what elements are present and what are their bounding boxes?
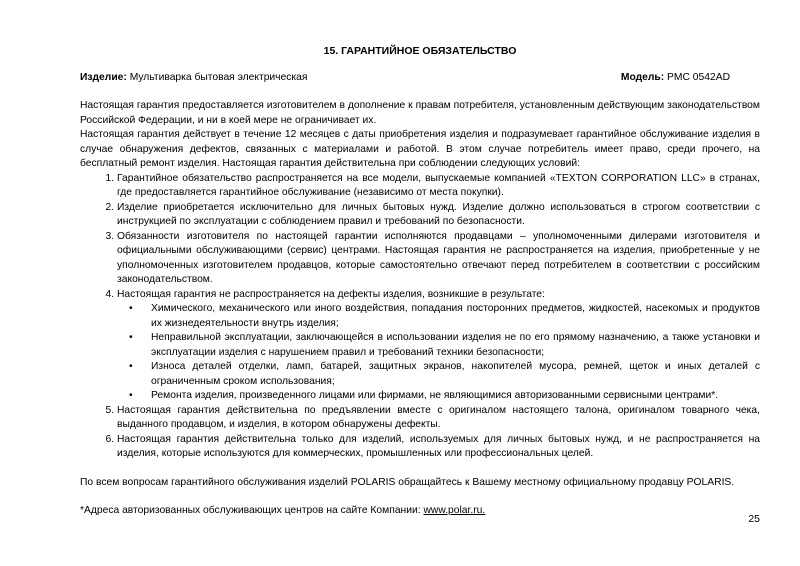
page-number: 25 bbox=[748, 513, 760, 525]
product-name-line bbox=[80, 71, 307, 86]
model-line bbox=[621, 71, 760, 86]
section-title: 15. ГАРАНТИЙНОЕ ОБЯЗАТЕЛЬСТВО bbox=[323, 45, 517, 57]
condition-item: 5. Настоящая гарантия действительна по предъявлении вместе с оригиналом настоящего талона, оригиналом товарного чека, выданного продавцом, и изделия, в котором обнаружены дефекты. bbox=[117, 404, 760, 433]
bullet-icon: • bbox=[129, 332, 133, 343]
bullet-icon: • bbox=[129, 303, 133, 314]
bullet-icon: • bbox=[129, 390, 133, 401]
condition-item: 3. Обязанности изготовителя по настоящей гарантии исполняются продавцами – уполномоченными дилерами изготовителя и официальными обслуживающими (сервис) центрами. Настоящая гарантия не распространяется на изделия, приобретенные у не уполномоченных изготовителем продавцов, которые самостоятельно отвечают перед потребителем в соответствии с российским законодательством. bbox=[117, 230, 760, 288]
condition-item: 1. Гарантийное обязательство распространяется на все модели, выпускаемые компанией «TEXTON CORPORATION LLC» в странах, где предоставляется гарантийное обслуживание (независимо от места покупки). bbox=[117, 172, 760, 201]
footnote bbox=[80, 504, 760, 519]
defects-list bbox=[117, 302, 760, 404]
model-label: Модель: bbox=[620, 71, 665, 83]
intro-paragraph: Настоящая гарантия предоставляется изготовителем в дополнение к правам потребителя, установленным действующим законодательством Российской Федерации, и ни в коей мере не ограничивает их. bbox=[80, 100, 760, 126]
defect-text: Износа деталей отделки, ламп, батарей, защитных экранов, накопителей мусора, ремней, щеток и иных деталей с ограниченным сроком использования; bbox=[151, 361, 760, 387]
product-value: Мультиварка бытовая электрическая bbox=[129, 71, 308, 83]
conditions-list bbox=[80, 172, 760, 462]
condition-item: 6. Настоящая гарантия действительна только для изделий, используемых для личных бытовых нужд, и не распространяется на изделия, которые используются для коммерческих, промышленных или профессиональных целей. bbox=[117, 433, 760, 462]
condition-text: Настоящая гарантия не распространяется на дефекты изделия, возникшие в результате: bbox=[117, 288, 545, 300]
page-content bbox=[80, 44, 760, 519]
defect-text: Химического, механического или иного воздействия, попадания посторонних предметов, жидкостей, насекомых и продуктов их жизнедеятельности внутрь изделия; bbox=[151, 303, 760, 329]
defect-item bbox=[129, 302, 760, 331]
defect-item bbox=[129, 360, 760, 389]
footnote-text: *Адреса авторизованных обслуживающих центров на сайте Компании: bbox=[80, 505, 424, 516]
product-label: Изделие: bbox=[80, 71, 127, 83]
defect-text: Ремонта изделия, произведенного лицами или фирмами, не являющимися авторизованными сервисными центрами*. bbox=[151, 390, 719, 401]
defect-item bbox=[129, 389, 760, 404]
validity-paragraph: Настоящая гарантия действует в течение 12 месяцев с даты приобретения изделия и подразумевает гарантийное обслуживание изделия в случае обнаружения дефектов, связанных с материалами и работой. В этом случае потребитель имеет право, среди прочего, на бесплатный ремонт изделия. Настоящая гарантия действительна при соблюдении следующих условий: bbox=[80, 129, 760, 169]
website-link[interactable]: www.polar.ru. bbox=[423, 505, 486, 516]
condition-item: 2. Изделие приобретается исключительно для личных бытовых нужд. Изделие должно использоваться в строгом соответствии с инструкцией по эксплуатации с соблюдением правил и требований по безопасности. bbox=[117, 201, 760, 230]
model-value: PMC 0542AD bbox=[667, 71, 730, 83]
bullet-icon: • bbox=[129, 361, 133, 372]
spacer bbox=[80, 462, 760, 476]
condition-item bbox=[117, 288, 760, 404]
spacer bbox=[80, 490, 760, 504]
defect-text: Неправильной эксплуатации, заключающейся в использовании изделия не по его прямому назначению, а также установки и эксплуатации изделия с нарушением правил и требований техники безопасности; bbox=[151, 332, 760, 358]
product-info-row bbox=[80, 71, 760, 86]
defect-item bbox=[129, 331, 760, 360]
contact-note: По всем вопросам гарантийного обслуживания изделий POLARIS обращайтесь к Вашему местному официальному продавцу POLARIS. bbox=[80, 476, 735, 488]
